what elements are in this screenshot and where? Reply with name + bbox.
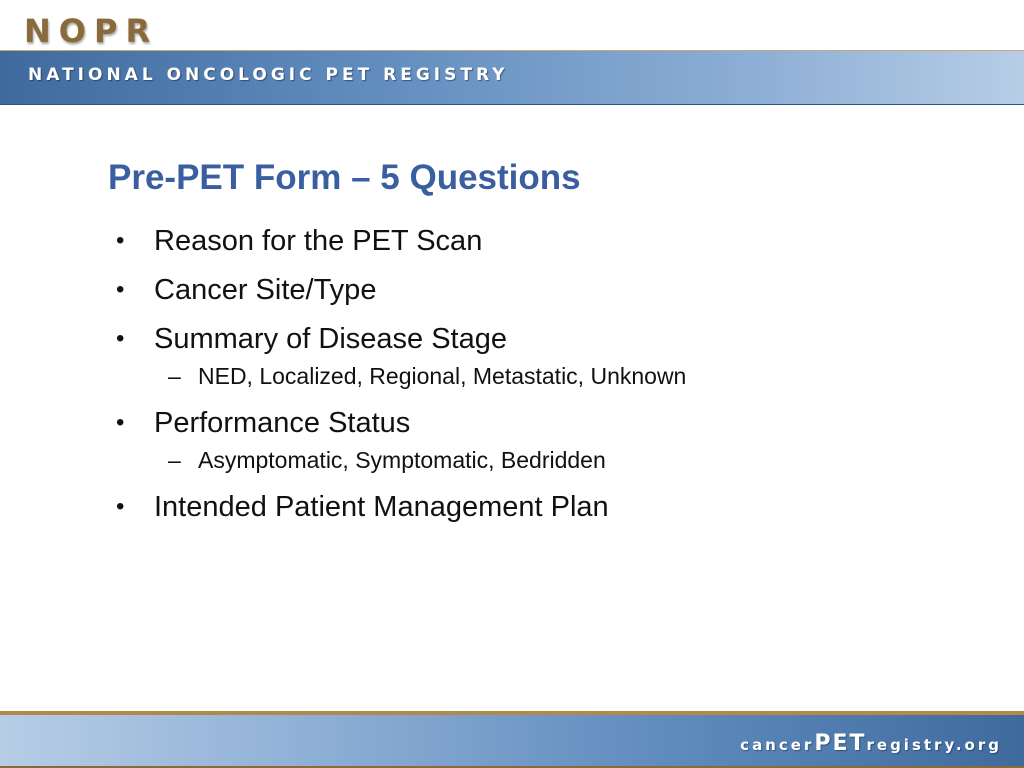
registry-name: NATIONAL ONCOLOGIC PET REGISTRY: [28, 65, 509, 85]
sub-bullet-item: [108, 361, 988, 402]
url-suffix: registry.org: [866, 736, 1002, 754]
website-url: [740, 731, 1002, 756]
header-band: [0, 50, 1024, 105]
slide-title: Pre-PET Form – 5 Questions: [108, 158, 581, 197]
bullet-icon: •: [116, 227, 125, 254]
bullet-item: [108, 486, 988, 535]
bullet-item: [108, 220, 988, 269]
bullet-text: Reason for the PET Scan: [154, 225, 483, 257]
bullet-item: [108, 402, 988, 451]
bullet-item: [108, 269, 988, 318]
sub-bullet-item: [108, 445, 988, 486]
bullet-icon: •: [116, 493, 125, 520]
nopr-logo: NOPR: [24, 12, 159, 50]
bullet-text: Intended Patient Management Plan: [154, 491, 609, 523]
footer-band: [0, 711, 1024, 768]
dash-icon: –: [168, 363, 181, 389]
url-middle: PET: [814, 731, 867, 756]
bullet-icon: •: [116, 276, 125, 303]
url-prefix: cancer: [740, 736, 815, 754]
dash-icon: –: [168, 447, 181, 473]
bullet-icon: •: [116, 409, 125, 436]
bullet-text: Performance Status: [154, 407, 411, 439]
bullet-item: [108, 318, 988, 367]
bullet-text: Summary of Disease Stage: [154, 323, 507, 355]
bullet-text: Cancer Site/Type: [154, 274, 377, 306]
bullet-list: [108, 220, 988, 535]
sub-bullet-text: NED, Localized, Regional, Metastatic, Unknown: [198, 363, 687, 389]
bullet-icon: •: [116, 325, 125, 352]
sub-bullet-text: Asymptomatic, Symptomatic, Bedridden: [198, 447, 606, 473]
